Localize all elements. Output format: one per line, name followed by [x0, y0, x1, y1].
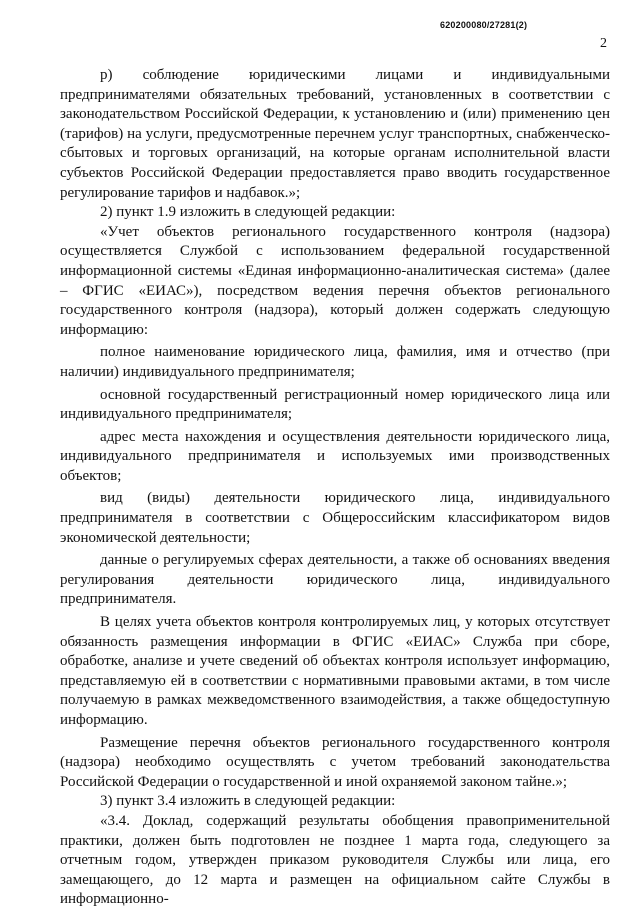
paragraph-full-name: полное наименование юридического лица, фамилия, имя и отчество (при наличии) индивидуального предпринимателя; [60, 344, 610, 380]
paragraph-item-3: 3) пункт 3.4 изложить в следующей редакции: [100, 793, 396, 810]
paragraph-accounting-objects: «Учет объектов регионального государственного контроля (надзора) осуществляется Службой с использованием федеральной государственной информационной системы «Единая информационно-аналитическая система» (далее – ФГИС «ЕИАС»), посредством ведения перечня объектов регионального государственного контроля (надзора), который должен содержать следующую информацию: [60, 223, 610, 338]
paragraph-accounting-purpose: В целях учета объектов контроля контролируемых лиц, у которых отсутствует обязанность размещения информации в ФГИС «ЕИАС» Служба при сборе, обработке, анализе и учете сведений об объектах контроля использует информацию, представляемую ей в соответствии с нормативными правовыми актами, в том числе получаемую в рамках межведомственного взаимодействия, а также общедоступную информацию. [60, 614, 610, 728]
document-number: 620200080/27281(2) [440, 20, 528, 30]
paragraph-item-2: 2) пункт 1.9 изложить в следующей редакции: [100, 204, 396, 221]
paragraph-activity-type: вид (виды) деятельности юридического лица, индивидуального предпринимателя в соответствии с Общероссийским классификатором видов экономической деятельности; [60, 490, 610, 546]
paragraph-registration-number: основной государственный регистрационный номер юридического лица или индивидуального предпринимателя; [60, 386, 610, 423]
paragraph-item-r: р) соблюдение юридическими лицами и индивидуальными предпринимателями обязательных требований, установленных в соответствии с законодательством Российской Федерации, к установлению и (или) применению цен (тарифов) на услуги, предусмотренные перечнем услуг транспортных, снабженческо-сбытовых и торговых организаций, на которые органам исполнительной власти субъектов Российской Федерации предоставляется право вводить государственное регулирование тарифов и надбавок.»; [60, 67, 610, 201]
paragraph-placement: Размещение перечня объектов регионального государственного контроля (надзора) необходимо осуществлять с учетом требований законодательства Российской Федерации о государственной и иной охраняемой законом тайне.»; [60, 734, 610, 790]
paragraph-regulated-areas: данные о регулируемых сферах деятельности, а также об основаниях введения регулирования деятельности юридического лица, индивидуального предпринимателя. [60, 552, 610, 608]
paragraph-address: адрес места нахождения и осуществления деятельности юридического лица, индивидуального предпринимателя и используемых ими производственных объектов; [60, 428, 610, 484]
document-body [60, 66, 610, 910]
page-number: 2 [600, 36, 607, 51]
paragraph-report: «3.4. Доклад, содержащий результаты обобщения правоприменительной практики, должен быть подготовлен не позднее 1 марта года, следующего за отчетным годом, утвержден приказом руководителя Службы или лица, его замещающего, до 12 марта и размещен на официальном сайте Службы в информационно- [60, 812, 610, 908]
